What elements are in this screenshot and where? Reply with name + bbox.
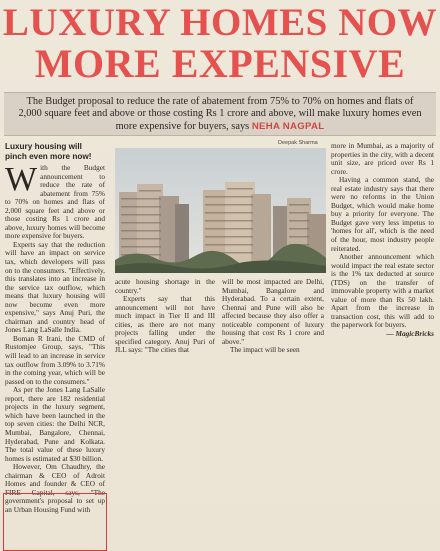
column-2 xyxy=(115,278,215,355)
drop-cap: W xyxy=(5,161,38,198)
column-3 xyxy=(222,278,324,355)
headline-line-2: MORE EXPENSIVE xyxy=(34,41,406,86)
headline-line-1: LUXURY HOMES NOW xyxy=(2,1,438,44)
photo-credit: Deepak Sharma xyxy=(278,140,318,146)
red-highlight-box xyxy=(3,493,107,551)
column-1 xyxy=(5,161,105,514)
col4-paragraph-3: Another announcement which would impact the real estate sector is the 1% tax deducted at source (TDS) on the transfer of immovable property with a market value of more than Rs 50 lakh. Apart from the increase in transaction cost, this will add to the paperwork for buyers. xyxy=(331,252,434,330)
author-byline: NEHA NAGPAL xyxy=(251,120,325,132)
col1-lead-paragraph: ith the Budget announcement to reduce the rate of abatement from 75% to 70% on homes and flats of 2,000 square feet and above or those costing Rs 1 crore and above, luxury homes will become more expensive for buyers. xyxy=(5,163,105,241)
col1-paragraph-2: Experts say that the reduction will have an impact on service tax, which developers will pass on to the consumers. "Effectively, this translates into an increase in the service tax outflow, which means that luxury housing will now become even more expensive," says Anuj Puri, the chairman and country head of Jones Lang LaSalle India. xyxy=(5,239,105,335)
col2-paragraph-1: acute housing shortage in the country." xyxy=(115,277,215,295)
standfirst-text xyxy=(4,93,436,133)
column-4 xyxy=(331,142,434,339)
col1-paragraph-3: Boman R Irani, the CMD of Rustomjee Group, says, "This will lead to an increase in service tax outflow from 3.09% to 3.71% in the coming year, which will be passed on to the consumers." xyxy=(5,333,105,386)
apartment-towers-photo xyxy=(115,148,326,273)
standfirst-body: The Budget proposal to reduce the rate of abatement from 75% to 70% on homes and flats of 2,000 square feet and above or those costing Rs 1 crore and above, will make luxury homes even more expensive for buyers, says xyxy=(18,96,422,132)
col4-paragraph-2: Having a common stand, the real estate industry says that there were no reforms in the Union Budget, which would make home buy a priority for everyone. The Budget gave very less impetus to 'homes for all', which is the need of the hour, most industry people reiterated. xyxy=(331,175,434,253)
col3-paragraph-1: will be most impacted are Delhi, Mumbai, Bangalore and Hyderabad. To a certain extent, Chennai and Pune will also be affected because they also offer a noticeable component of luxury housing that cost Rs 1 crore and above." xyxy=(222,277,324,346)
kicker-subhead: Luxury housing will pinch even more now! xyxy=(5,142,92,161)
col2-paragraph-2: Experts say that this announcement will not have much impact in Tier II and III cities, as there are not many projects falling under the specified category. Anuj Puri of JLL says: "The cities that xyxy=(115,294,215,355)
col1-paragraph-5-highlighted: However, Om Chaudhry, the chairman & CEO of Adroit Homes and founder & CEO of FIRE Capital, says, "The government's proposal to set up an Urban Housing Fund with xyxy=(5,462,105,514)
col4-paragraph-1: more in Mumbai, as a majority of properties in the city, with a decent unit size, are priced over Rs 1 crore. xyxy=(331,141,434,176)
col1-paragraph-4: As per the Jones Lang LaSalle report, there are 182 residential projects in the luxury segment, which have been launched in the top seven cities: the Delhi NCR, Mumbai, Bangalore, Chennai, Hyderabad, Pune and Kolkata. The total value of these luxury homes is estimated at $30 billion. xyxy=(5,385,105,463)
source-signature: — MagicBricks xyxy=(386,329,434,339)
standfirst-box xyxy=(4,92,436,136)
col3-paragraph-2: The impact will be seen xyxy=(230,345,300,355)
apartment-towers-image xyxy=(115,148,326,273)
